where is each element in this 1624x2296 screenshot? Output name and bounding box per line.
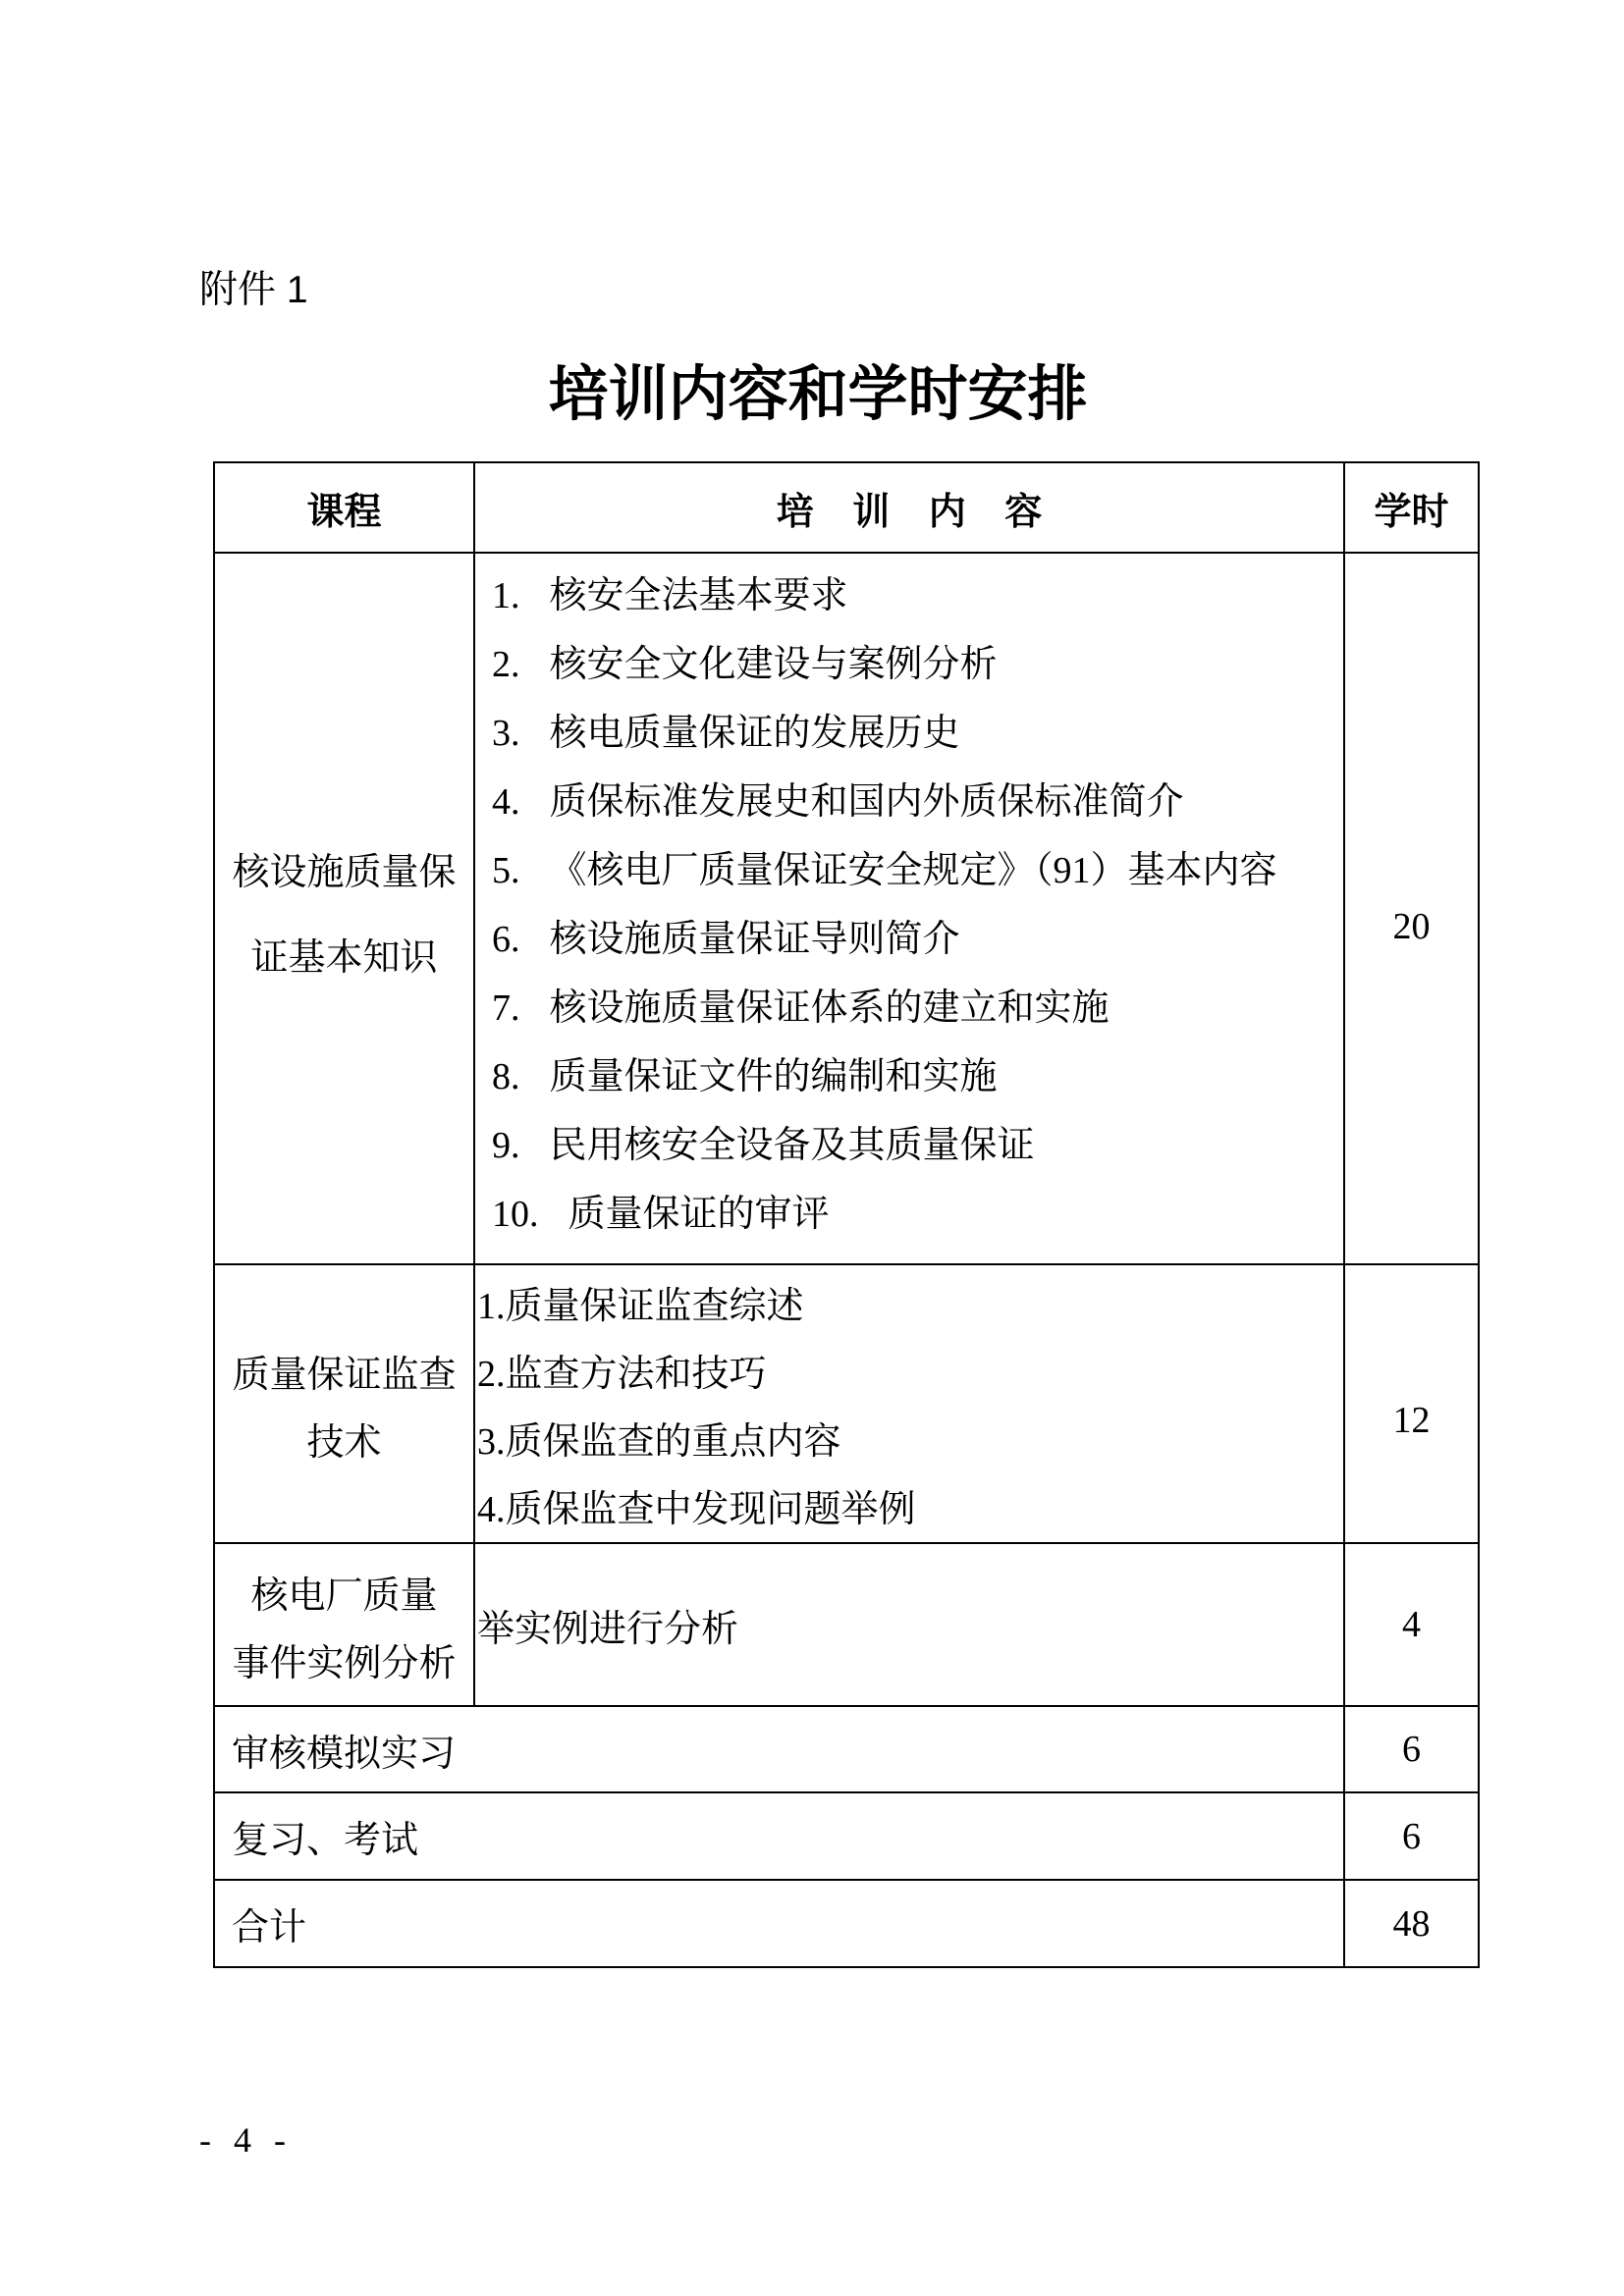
- course-line: 事件实例分析: [232, 1643, 457, 1684]
- course-line: 核电厂质量: [250, 1575, 438, 1617]
- content-cell: 举实例进行分析: [475, 1544, 1345, 1707]
- item-number: 7.: [492, 988, 520, 1029]
- item-number: 5.: [492, 850, 520, 891]
- item-number: 3.: [492, 713, 520, 754]
- page-number: - 4 -: [199, 2120, 293, 2160]
- item-text: 质量保证的审评: [568, 1194, 830, 1235]
- item-text: 民用核安全设备及其质量保证: [549, 1125, 1035, 1166]
- item-text: 核设施质量保证体系的建立和实施: [549, 988, 1110, 1029]
- table-header-course: 课程: [215, 463, 475, 554]
- item-text: 核安全文化建设与案例分析: [549, 644, 998, 685]
- content-item: [492, 836, 1343, 905]
- course-line: 证基本知识: [250, 937, 438, 979]
- content-item: [492, 974, 1343, 1042]
- course-cell: 审核模拟实习: [215, 1707, 1345, 1793]
- content-item: 3.质保监查的重点内容: [477, 1421, 841, 1463]
- content-item: [492, 561, 1343, 630]
- content-item: [492, 1042, 1343, 1111]
- content-item: 1.质量保证监查综述: [477, 1286, 804, 1327]
- course-line: 技术: [306, 1422, 382, 1464]
- item-number: 6.: [492, 919, 520, 960]
- hours-cell: 4: [1345, 1544, 1480, 1707]
- course-cell: [215, 1544, 475, 1707]
- item-text: 质保标准发展史和国内外质保标准简介: [549, 781, 1184, 823]
- table-header-content: 培 训 内 容: [475, 463, 1345, 554]
- page-title: 培训内容和学时安排: [548, 362, 1088, 428]
- hours-cell: 12: [1345, 1265, 1480, 1544]
- hours-cell: 20: [1345, 554, 1480, 1265]
- attachment-label: 附件 1: [199, 269, 308, 311]
- content-item: 4.质保监查中发现问题举例: [477, 1489, 916, 1530]
- course-line: 质量保证监查: [232, 1355, 457, 1396]
- item-text: 《核电厂质量保证安全规定》（91）基本内容: [549, 850, 1277, 891]
- content-item: [492, 699, 1343, 768]
- course-cell: 复习、考试: [215, 1793, 1345, 1881]
- item-number: 9.: [492, 1125, 520, 1166]
- hours-cell: 6: [1345, 1707, 1480, 1793]
- content-cell: [475, 1265, 1345, 1544]
- item-number: 8.: [492, 1056, 520, 1097]
- content-item: [492, 1111, 1343, 1180]
- item-text: 核设施质量保证导则简介: [549, 919, 960, 960]
- table-header-hours: 学时: [1345, 463, 1480, 554]
- total-label-cell: 合计: [215, 1881, 1345, 1968]
- content-item: 2.监查方法和技巧: [477, 1354, 767, 1395]
- course-cell: [215, 1265, 475, 1544]
- item-text: 质量保证文件的编制和实施: [549, 1056, 998, 1097]
- content-item: [492, 630, 1343, 699]
- hours-cell: 6: [1345, 1793, 1480, 1881]
- total-hours-cell: 48: [1345, 1881, 1480, 1968]
- item-text: 核安全法基本要求: [549, 575, 848, 616]
- content-cell: [475, 554, 1345, 1265]
- content-item: [492, 1180, 1343, 1249]
- item-number: 10.: [492, 1194, 539, 1235]
- training-schedule-table: [213, 461, 1480, 1968]
- content-item: [492, 768, 1343, 836]
- course-line: 核设施质量保: [232, 852, 457, 893]
- item-text: 核电质量保证的发展历史: [549, 713, 960, 754]
- item-number: 1.: [492, 575, 520, 616]
- content-item: [492, 905, 1343, 974]
- course-cell: [215, 554, 475, 1265]
- item-number: 2.: [492, 644, 520, 685]
- item-number: 4.: [492, 781, 520, 823]
